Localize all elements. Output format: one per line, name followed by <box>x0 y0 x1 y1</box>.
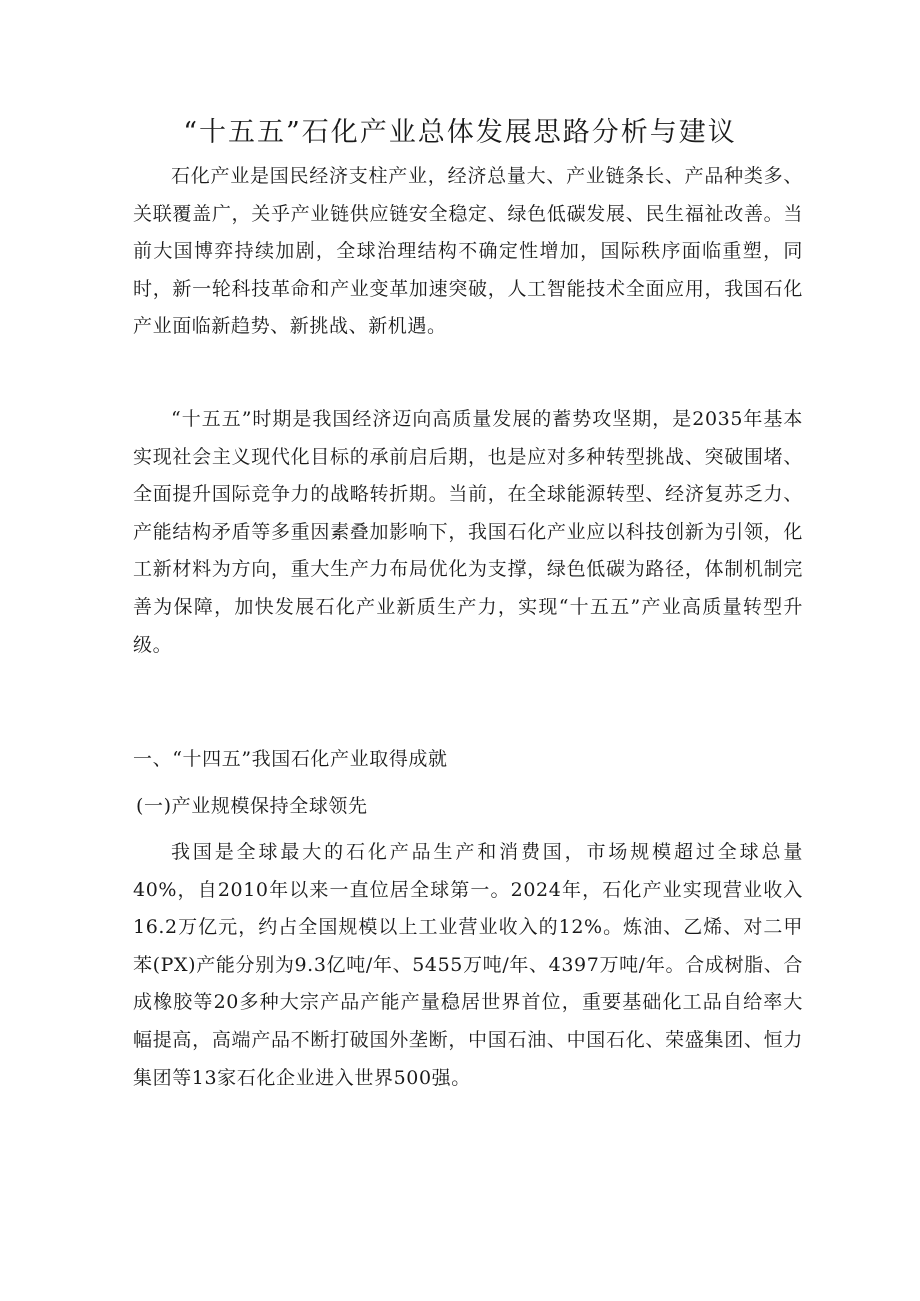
subsection-heading: (一)产业规模保持全球领先 <box>136 795 368 817</box>
outlook-paragraph: “十五五”时期是我国经济迈向高质量发展的蓄势攻坚期，是2035年基本实现社会主义现代化目标的承前启后期，也是应对多种转型挑战、突破围堵、全面提升国际竞争力的战略转折期。当前，在全球能源转型、经济复苏乏力、产能结构矛盾等多重因素叠加影响下，我国石化产业应以科技创新为引领，化工新材料为方向，重大生产力布局优化为支撑，绿色低碳为路径，体制机制完善为保障，加快发展石化产业新质生产力，实现“十五五”产业高质量转型升级。 <box>133 408 803 656</box>
section-heading: 一、“十四五”我国石化产业取得成就 <box>133 748 448 770</box>
intro-paragraph: 石化产业是国民经济支柱产业，经济总量大、产业链条长、产品种类多、关联覆盖广，关乎产业链供应链安全稳定、绿色低碳发展、民生福祉改善。当前大国博弈持续加剧，全球治理结构不确定性增加，国际秩序面临重塑，同时，新一轮科技革命和产业变革加速突破，人工智能技术全面应用，我国石化产业面临新趋势、新挑战、新机遇。 <box>133 165 803 338</box>
document-title: “十五五”石化产业总体发展思路分析与建议 <box>183 117 737 148</box>
industry-scale-paragraph: 我国是全球最大的石化产品生产和消费国，市场规模超过全球总量40%，自2010年以来一直位居全球第一。2024年，石化产业实现营业收入16.2万亿元，约占全国规模以上工业营业收入的12%。炼油、乙烯、对二甲苯(PX)产能分别为9.3亿吨/年、5455万吨/年、4397万吨/年。合成树脂、合成橡胶等20多种大宗产品产能产量稳居世界首位，重要基础化工品自给率大幅提高，高端产品不断打破国外垄断，中国石油、中国石化、荣盛集团、恒力集团等13家石化企业进入世界500强。 <box>133 841 803 1089</box>
